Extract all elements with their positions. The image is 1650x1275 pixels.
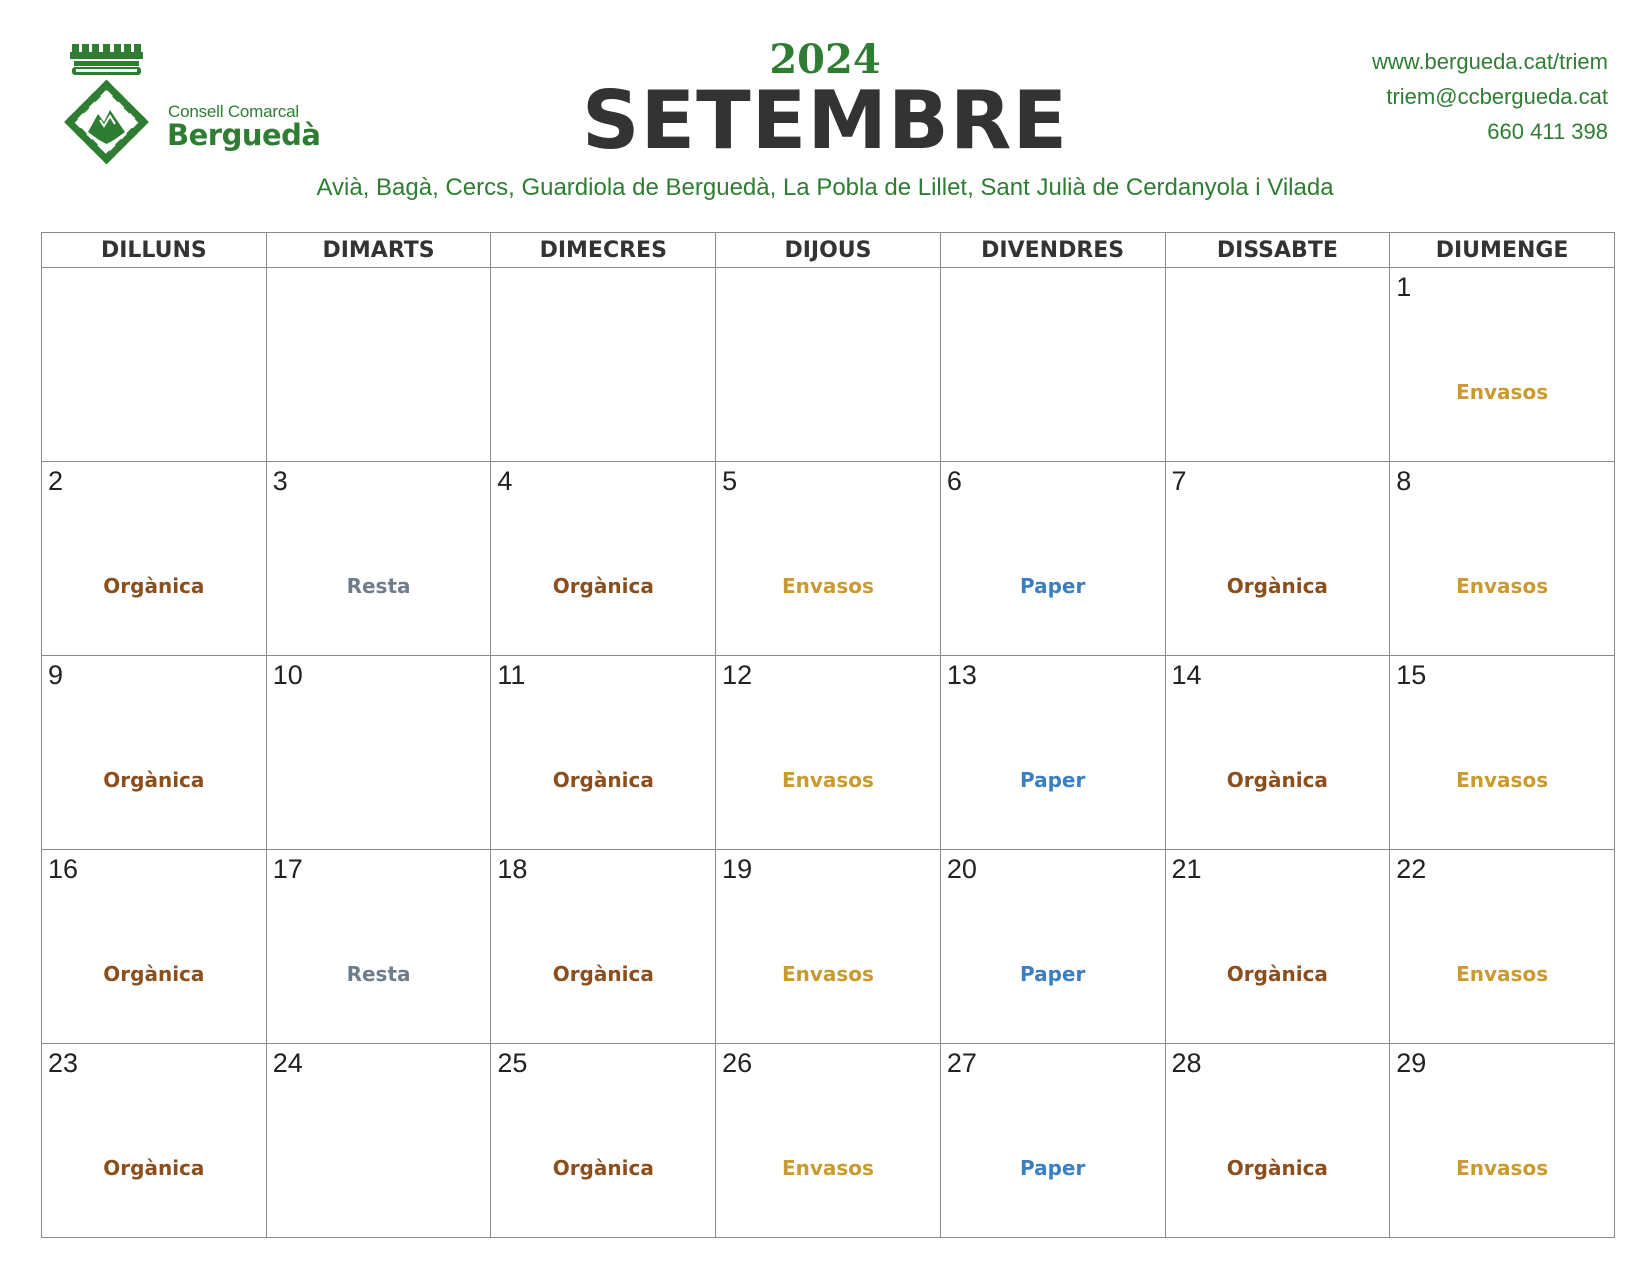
day-cell xyxy=(940,462,1165,656)
day-number: 23 xyxy=(48,1048,79,1078)
pickup-label: Orgànica xyxy=(552,962,654,986)
pickup-label: Envasos xyxy=(1456,380,1549,404)
day-cell xyxy=(1165,850,1390,1044)
pickup-label: Orgànica xyxy=(103,1156,205,1180)
day-cell xyxy=(1165,1044,1390,1238)
week-row xyxy=(42,850,1615,1044)
pickup-label: Orgànica xyxy=(103,574,205,598)
day-cell xyxy=(940,268,1165,462)
phone-number: 660 411 398 xyxy=(1487,119,1608,144)
pickup-label: Envasos xyxy=(1456,574,1549,598)
day-number: 14 xyxy=(1171,660,1202,690)
day-number: 25 xyxy=(497,1048,528,1078)
day-number: 12 xyxy=(722,660,753,690)
pickup-label: Resta xyxy=(346,574,411,598)
day-number: 29 xyxy=(1396,1048,1427,1078)
calendar-month: SETEMBRE xyxy=(581,74,1069,167)
day-cell xyxy=(716,268,941,462)
day-number: 19 xyxy=(722,854,753,884)
day-cell xyxy=(716,850,941,1044)
day-number: 6 xyxy=(946,466,962,496)
day-number: 10 xyxy=(272,660,303,690)
day-cell xyxy=(42,462,267,656)
pickup-label: Envasos xyxy=(1456,768,1549,792)
day-number: 17 xyxy=(272,854,303,884)
day-number: 16 xyxy=(48,854,79,884)
week-row xyxy=(42,1044,1615,1238)
org-name-line1: Consell Comarcal xyxy=(168,102,299,121)
day-number: 15 xyxy=(1396,660,1427,690)
day-cell xyxy=(1165,656,1390,850)
day-cell xyxy=(491,1044,716,1238)
day-number: 3 xyxy=(272,466,288,496)
day-number: 20 xyxy=(946,854,977,884)
week-row xyxy=(42,268,1615,462)
pickup-label: Paper xyxy=(1019,768,1086,792)
towns-list: Avià, Bagà, Cercs, Guardiola de Berguedà, La Pobla de Lillet, Sant Julià de Cerdanyola i Vilada xyxy=(316,174,1334,201)
week-row xyxy=(42,462,1615,656)
day-cell xyxy=(940,850,1165,1044)
day-cell xyxy=(42,268,267,462)
day-number: 7 xyxy=(1171,466,1187,496)
day-cell xyxy=(266,1044,491,1238)
website-link[interactable]: www.bergueda.cat/triem xyxy=(1372,49,1608,74)
pickup-label: Envasos xyxy=(1456,962,1549,986)
day-number: 9 xyxy=(48,660,64,690)
day-number: 28 xyxy=(1171,1048,1202,1078)
day-cell xyxy=(1390,268,1615,462)
calendar-year: 2024 xyxy=(769,36,881,83)
weekday-header: DIVENDRES xyxy=(940,233,1165,268)
calendar-grid xyxy=(41,232,1615,1238)
day-cell xyxy=(266,462,491,656)
week-row xyxy=(42,656,1615,850)
pickup-label: Paper xyxy=(1019,1156,1086,1180)
day-cell xyxy=(716,462,941,656)
weekday-header: DIUMENGE xyxy=(1390,233,1615,268)
weekday-header: DIMARTS xyxy=(266,233,491,268)
weekday-header-row xyxy=(42,233,1615,268)
pickup-label: Envasos xyxy=(1456,1156,1549,1180)
day-number: 13 xyxy=(946,660,977,690)
email-link[interactable]: triem@ccbergueda.cat xyxy=(1386,84,1608,109)
contact-info xyxy=(1372,44,1608,149)
day-cell xyxy=(266,850,491,1044)
day-cell xyxy=(1390,462,1615,656)
day-cell xyxy=(1165,462,1390,656)
day-cell xyxy=(42,850,267,1044)
day-cell xyxy=(940,656,1165,850)
day-number: 2 xyxy=(48,466,64,496)
pickup-label: Orgànica xyxy=(552,768,654,792)
day-number: 4 xyxy=(497,466,513,496)
day-cell xyxy=(491,268,716,462)
day-cell xyxy=(1165,268,1390,462)
day-cell xyxy=(940,1044,1165,1238)
pickup-label: Paper xyxy=(1019,962,1086,986)
day-cell xyxy=(1390,850,1615,1044)
weekday-header: DIMECRES xyxy=(491,233,716,268)
day-number: 8 xyxy=(1396,466,1412,496)
pickup-label: Orgànica xyxy=(1226,1156,1328,1180)
weekday-header: DIJOUS xyxy=(716,233,941,268)
pickup-label: Resta xyxy=(346,962,411,986)
day-number: 18 xyxy=(497,854,528,884)
day-cell xyxy=(1390,1044,1615,1238)
pickup-label: Orgànica xyxy=(103,962,205,986)
pickup-label: Orgànica xyxy=(1226,768,1328,792)
day-cell xyxy=(491,462,716,656)
pickup-label: Envasos xyxy=(781,962,874,986)
day-cell xyxy=(42,1044,267,1238)
day-cell xyxy=(716,1044,941,1238)
day-number: 26 xyxy=(722,1048,753,1078)
weekday-header: DILLUNS xyxy=(42,233,267,268)
pickup-label: Orgànica xyxy=(1226,962,1328,986)
pickup-label: Orgànica xyxy=(1226,574,1328,598)
org-name-line2: Berguedà xyxy=(167,118,321,152)
day-number: 5 xyxy=(722,466,738,496)
day-cell xyxy=(716,656,941,850)
day-cell xyxy=(491,850,716,1044)
pickup-label: Orgànica xyxy=(552,574,654,598)
pickup-label: Paper xyxy=(1019,574,1086,598)
day-cell xyxy=(491,656,716,850)
day-cell xyxy=(266,656,491,850)
day-cell xyxy=(1390,656,1615,850)
day-cell xyxy=(266,268,491,462)
day-cell xyxy=(42,656,267,850)
day-number: 27 xyxy=(946,1048,977,1078)
day-number: 22 xyxy=(1396,854,1427,884)
day-number: 1 xyxy=(1396,272,1412,302)
pickup-label: Envasos xyxy=(781,1156,874,1180)
day-number: 11 xyxy=(497,660,526,690)
pickup-label: Envasos xyxy=(781,574,874,598)
pickup-label: Orgànica xyxy=(103,768,205,792)
day-number: 24 xyxy=(272,1048,303,1078)
pickup-label: Envasos xyxy=(781,768,874,792)
day-number: 21 xyxy=(1171,854,1202,884)
pickup-label: Orgànica xyxy=(552,1156,654,1180)
weekday-header: DISSABTE xyxy=(1165,233,1390,268)
